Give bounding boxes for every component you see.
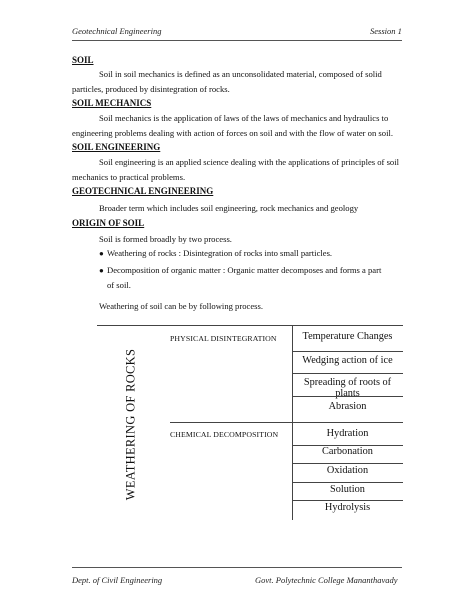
row-rule (292, 396, 403, 397)
diagram-top-rule (97, 325, 403, 326)
soil-mechanics-line-1: Soil mechanics is the application of laws of the laws of mechanics and hydraulics to (99, 113, 389, 123)
footer-right: Govt. Polytechnic College Mananthavady (255, 575, 398, 585)
chemical-decomposition-label: CHEMICAL DECOMPOSITION (170, 430, 279, 439)
physical-item: Wedging action of ice (302, 355, 393, 366)
bullet-dot-1: ● (99, 249, 104, 258)
row-rule (292, 463, 403, 464)
soil-engineering-line-1: Soil engineering is an applied science dealing with the applications of principles of soil (99, 157, 399, 167)
header-right: Session 1 (370, 26, 402, 36)
bullet-2-line-2: of soil. (107, 280, 131, 290)
heading-geotechnical-engineering: GEOTECHNICAL ENGINEERING (72, 186, 214, 196)
physical-item: Abrasion (328, 401, 367, 412)
chemical-item: Hydration (326, 428, 369, 439)
bullet-dot-2: ● (99, 266, 104, 275)
chemical-item: Oxidation (326, 465, 369, 476)
row-rule (292, 351, 403, 352)
origin-intro: Soil is formed broadly by two process. (99, 234, 232, 244)
physical-item: Spreading of roots of plants (303, 377, 392, 399)
physical-disintegration-label: PHYSICAL DISINTEGRATION (170, 334, 277, 343)
bullet-2-line-1: Decomposition of organic matter : Organic matter decomposes and forms a part (107, 265, 382, 275)
header-rule (72, 40, 402, 41)
geotechnical-line-1: Broader term which includes soil engineering, rock mechanics and geology (99, 203, 359, 213)
chemical-item: Solution (330, 484, 365, 495)
soil-line-1: Soil in soil mechanics is defined as an unconsolidated material, composed of solid (99, 69, 382, 79)
footer-rule (72, 567, 402, 568)
heading-soil-mechanics: SOIL MECHANICS (72, 98, 152, 108)
physical-item: Temperature Changes (302, 331, 393, 342)
soil-engineering-line-2: mechanics to practical problems. (72, 172, 186, 182)
footer-left: Dept. of Civil Engineering (72, 575, 163, 585)
heading-origin-of-soil: ORIGIN OF SOIL (72, 218, 145, 228)
origin-outro: Weathering of soil can be by following process. (99, 301, 263, 311)
heading-soil: SOIL (72, 55, 94, 65)
chemical-item: Hydrolysis (324, 502, 371, 513)
heading-soil-engineering: SOIL ENGINEERING (72, 142, 161, 152)
vertical-label: WEATHERING OF ROCKS (123, 348, 138, 501)
soil-mechanics-line-2: engineering problems dealing with action of forces on soil and with the flow of water on soil. (72, 128, 393, 138)
row-rule (292, 500, 403, 501)
chemical-item: Carbonation (322, 446, 373, 457)
header-left: Geotechnical Engineering (72, 26, 162, 36)
section-separator (170, 422, 403, 423)
soil-line-2: particles, produced by disintegration of rocks. (72, 84, 230, 94)
row-rule (292, 482, 403, 483)
row-rule (292, 373, 403, 374)
bullet-1-line-1: Weathering of rocks : Disintegration of rocks into small particles. (107, 248, 333, 258)
